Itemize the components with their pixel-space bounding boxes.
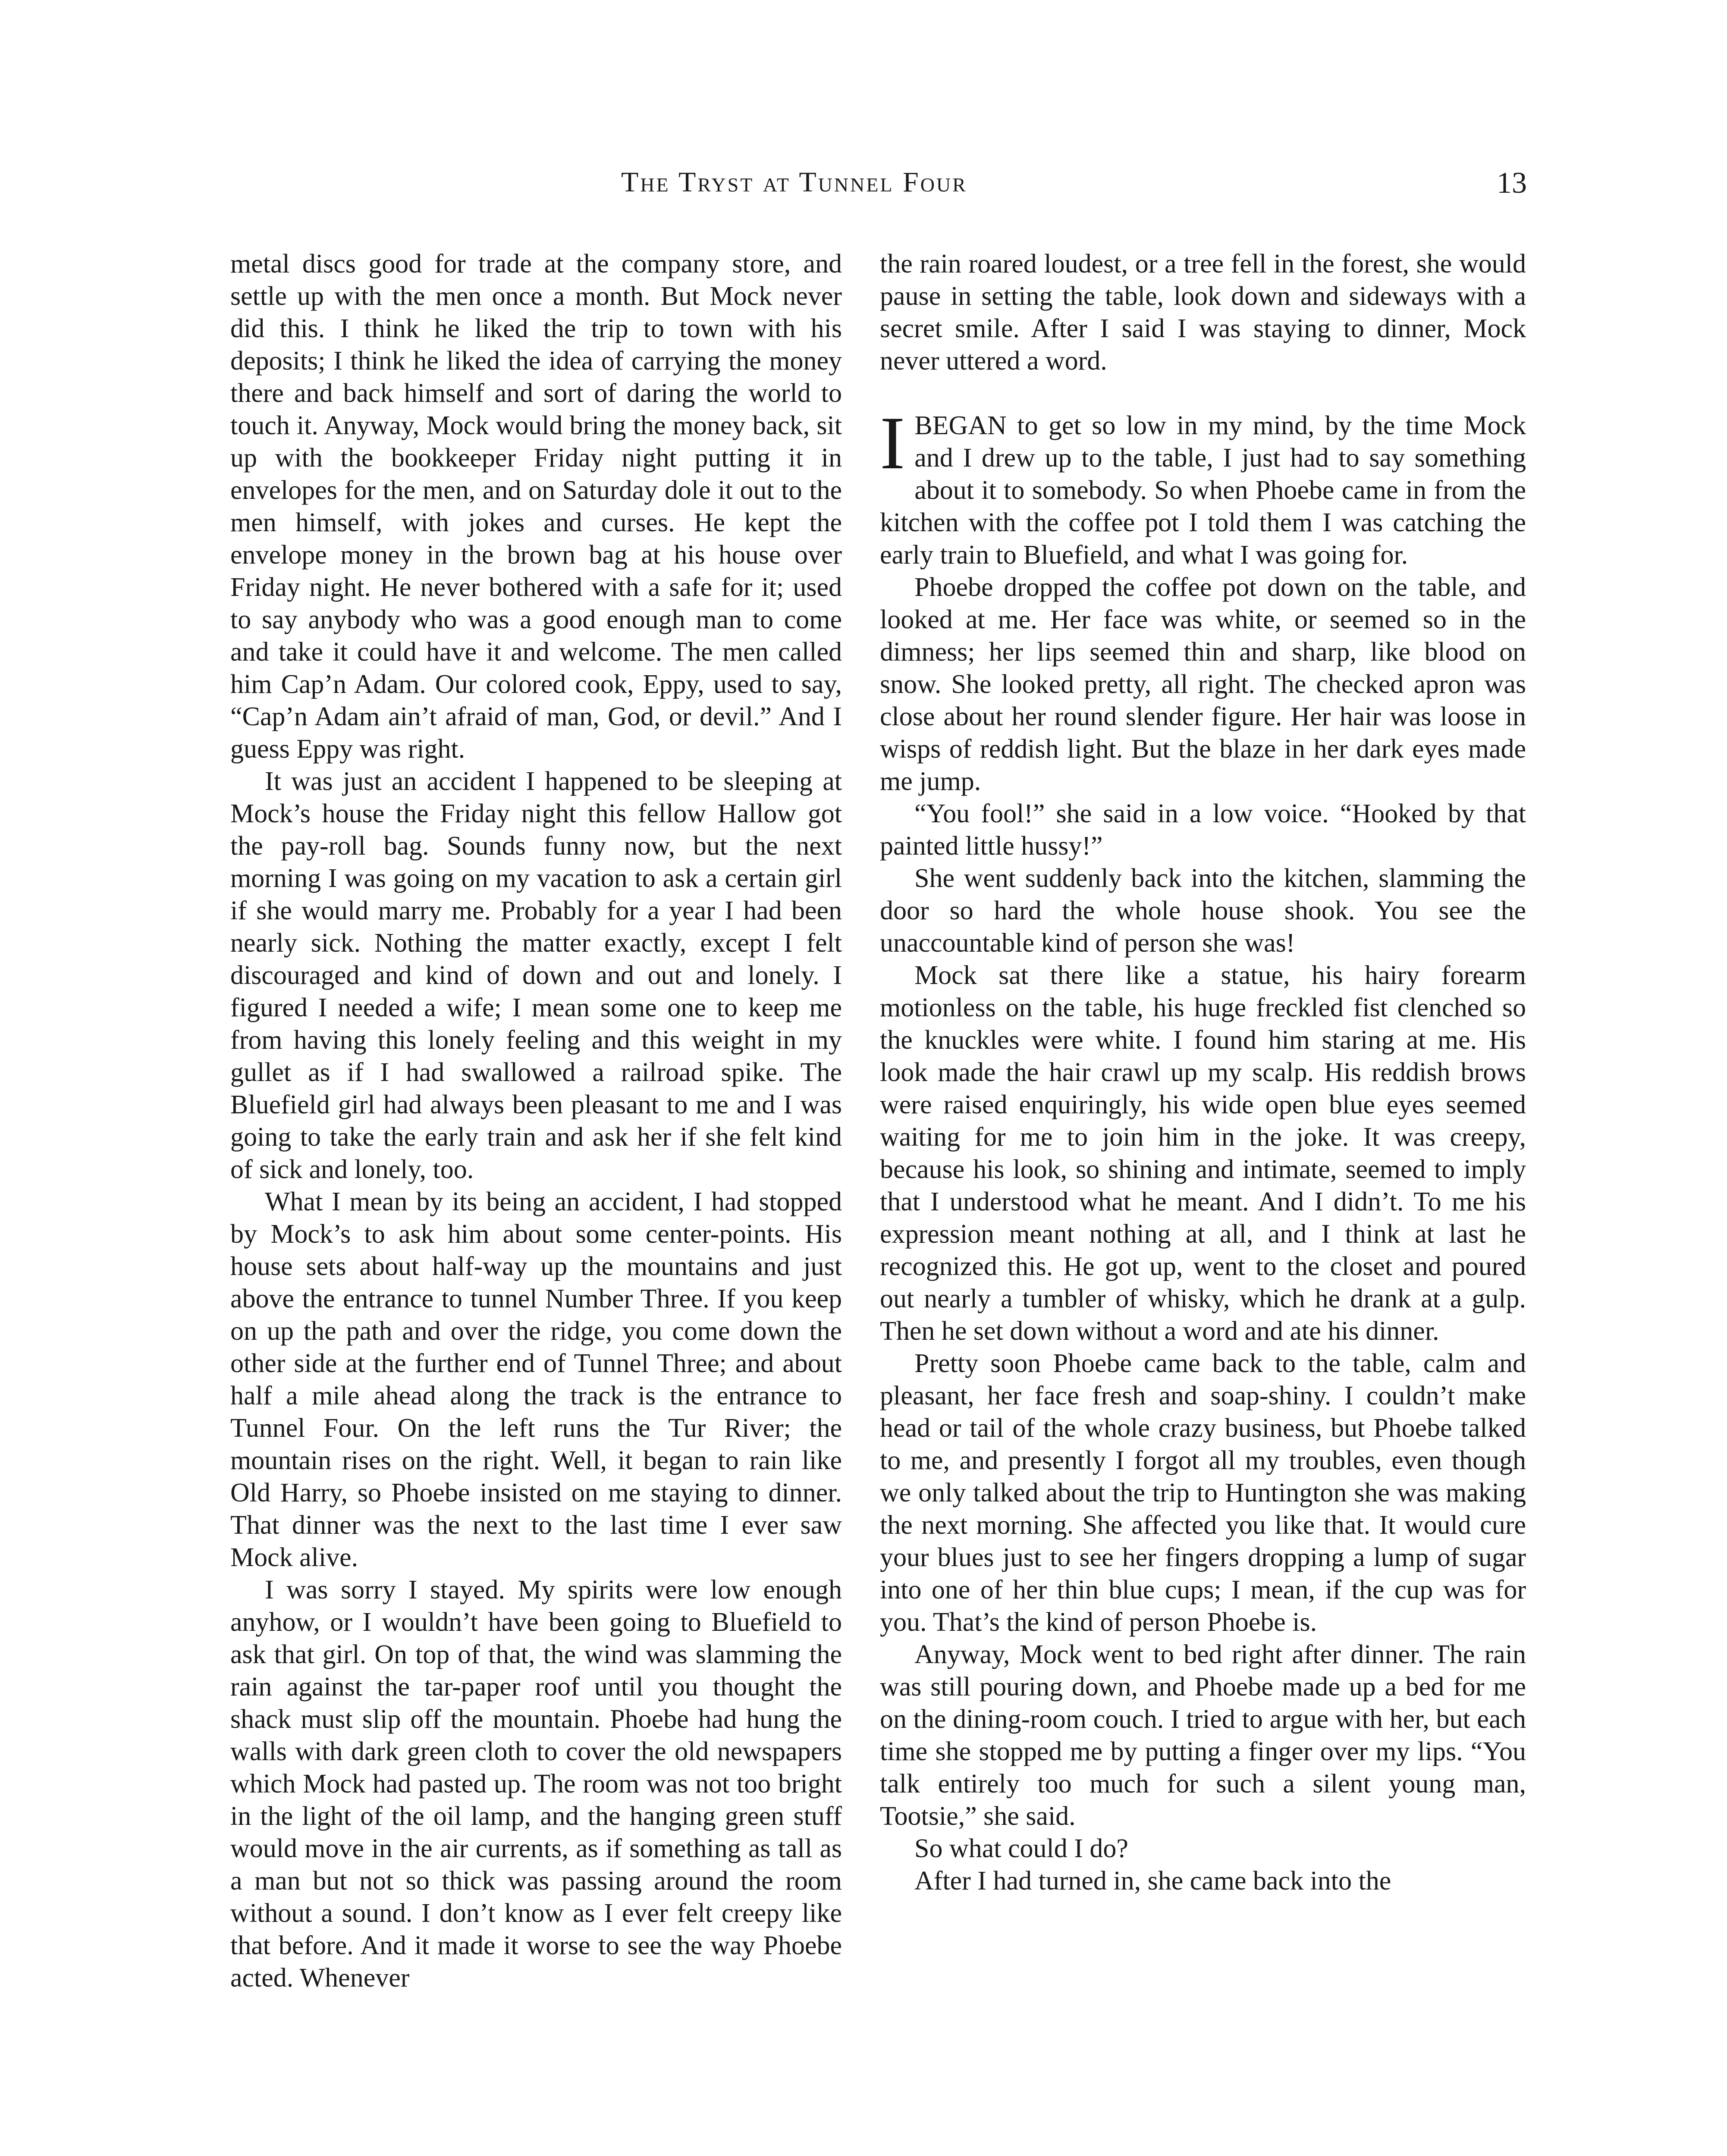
paragraph: “You fool!” she said in a low voice. “Hooked by that painted little hussy!” [880,799,1526,861]
page-number: 13 [1497,166,1527,200]
paragraph: Mock sat there like a statue, his hairy forearm motionless on the table, his huge freckled fist clenched so the knuckles were white. I found him staring at me. His look made the hair crawl up my scalp. His reddish brows were raised enquiringly, his wide open blue eyes seemed waiting for me to join him in the joke. It was creepy, because his look, so shining and intimate, seemed to imply that I understood what he meant. And I didn’t. To me his expression meant nothing at all, and I think at last he recognized this. He got up, went to the closet and poured out nearly a tumbler of whisky, which he drank at a gulp. Then he set down without a word and ate his dinner. [880,961,1526,1346]
paragraph-text: BEGAN to get so low in my mind, by the time Mock and I drew up to the table, I just had to say something about it to somebody. So when Phoebe came in from the kitchen with the coffee pot I told them I was catching the early train to Bluefield, and what I was going for. [880,411,1526,570]
section-start-paragraph [880,401,1526,571]
paragraph: Phoebe dropped the coffee pot down on the table, and looked at me. Her face was white, or seemed so in the dimness; her lips seemed thin and sharp, like blood on snow. She looked pretty, all right. The checked apron was close about her round slender figure. Her hair was loose in wisps of reddish light. But the blaze in her dark eyes made me jump. [880,573,1526,796]
paragraph: the rain roared loudest, or a tree fell in the forest, she would pause in setting the table, look down and sideways with a secret smile. After I said I was staying to dinner, Mock never uttered a word. [880,249,1526,376]
paragraph: It was just an accident I happened to be sleeping at Mock’s house the Friday night this fellow Hallow got the pay-roll bag. Sounds funny now, but the next morning I was going on my vacation to ask a certain girl if she would marry me. Probably for a year I had been nearly sick. Nothing the matter exactly, except I felt discouraged and kind of down and out and lonely. I figured I needed a wife; I mean some one to keep me from having this lonely feeling and this weight in my gullet as if I had swallowed a railroad spike. The Bluefield girl had always been pleasant to me and I was going to take the early train and ask her if she felt kind of sick and lonely, too. [230,767,842,1184]
drop-cap: I [880,401,905,485]
paragraph: Pretty soon Phoebe came back to the table, calm and pleasant, her face fresh and soap-shiny. I couldn’t make head or tail of the whole crazy business, but Phoebe talked to me, and presently I forgot all my troubles, even though we only talked about the trip to Huntington she was making the next morning. She affected you like that. It would cure your blues just to see her fingers dropping a lump of sugar into one of her thin blue cups; I mean, if the cup was for you. That’s the kind of person Phoebe is. [880,1349,1526,1637]
left-column [230,248,842,1994]
paragraph: She went suddenly back into the kitchen, slamming the door so hard the whole house shook. You see the unaccountable kind of person she was! [880,864,1526,958]
right-column [880,248,1526,1897]
paragraph: So what could I do? [914,1834,1128,1863]
running-head: The Tryst at Tunnel Four [621,166,967,198]
page-header [0,166,1727,209]
paragraph: I was sorry I stayed. My spirits were low enough anyhow, or I wouldn’t have been going to Bluefield to ask that girl. On top of that, the wind was slamming the rain against the tar-paper roof until you thought the shack must slip off the mountain. Phoebe had hung the walls with dark green cloth to cover the old newspapers which Mock had pasted up. The room was not too bright in the light of the oil lamp, and the hanging green stuff would move in the air currents, as if something as tall as a man but not so thick was passing around the room without a sound. I don’t know as I ever felt creepy like that before. And it made it worse to see the way Phoebe acted. Whenever [230,1575,842,1993]
paragraph: What I mean by its being an accident, I had stopped by Mock’s to ask him about some center-points. His house sets about half-way up the mountains and just above the entrance to tunnel Number Three. If you keep on up the path and over the ridge, you come down the other side at the further end of Tunnel Three; and about half a mile ahead along the track is the entrance to Tunnel Four. On the left runs the Tur River; the mountain rises on the right. Well, it began to rain like Old Harry, so Phoebe insisted on me staying to dinner. That dinner was the next to the last time I ever saw Mock alive. [230,1187,842,1572]
paragraph: metal discs good for trade at the company store, and settle up with the men once a month. But Mock never did this. I think he liked the trip to town with his deposits; I think he liked the idea of carrying the money there and back himself and sort of daring the world to touch it. Anyway, Mock would bring the money back, sit up with the bookkeeper Friday night putting it in envelopes for the men, and on Saturday dole it out to the men himself, with jokes and curses. He kept the envelope money in the brown bag at his house over Friday night. He never bothered with a safe for it; used to say anybody who was a good enough man to come and take it could have it and welcome. The men called him Cap’n Adam. Our colored cook, Eppy, used to say, “Cap’n Adam ain’t afraid of man, God, or devil.” And I guess Eppy was right. [230,249,842,764]
paragraph: After I had turned in, she came back into the [914,1866,1391,1896]
paragraph: Anyway, Mock went to bed right after dinner. The rain was still pouring down, and Phoebe made up a bed for me on the dining-room couch. I tried to argue with her, but each time she stopped me by putting a finger over my lips. “You talk entirely too much for such a silent young man, Tootsie,” she said. [880,1640,1526,1831]
